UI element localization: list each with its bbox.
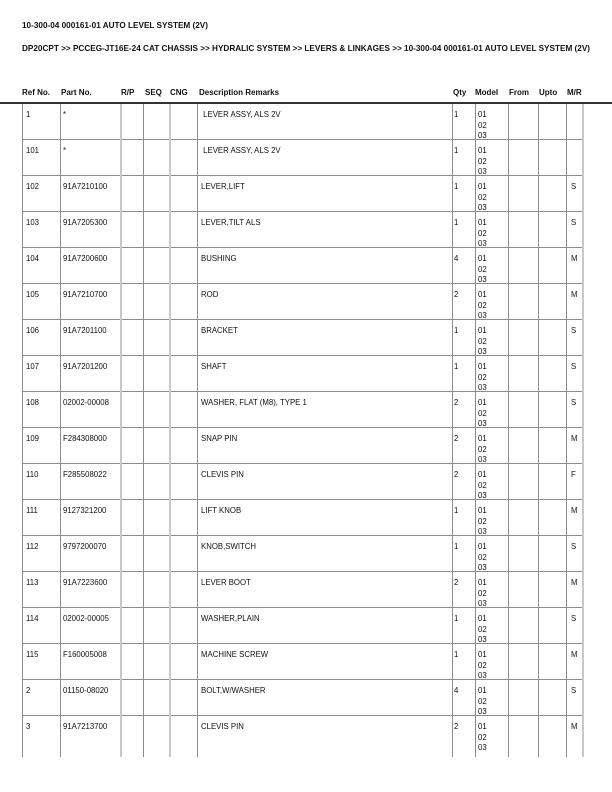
part-number-cell: F285508022	[63, 470, 107, 479]
model-code: 01	[478, 290, 487, 299]
model-code: 01	[478, 362, 487, 371]
description-cell: BUSHING	[201, 254, 237, 263]
model-code: 02	[478, 120, 487, 130]
mr-cell: S	[571, 218, 577, 227]
col-part-header: Part No.	[61, 88, 92, 97]
table-row	[22, 572, 583, 608]
model-code: 01	[478, 254, 487, 263]
description-cell: WASHER,PLAIN	[201, 614, 260, 623]
column-divider	[582, 104, 584, 757]
model-code: 01	[478, 542, 487, 551]
model-cell	[478, 572, 487, 607]
part-number-cell: 91A7213700	[63, 722, 108, 731]
table-row	[22, 500, 583, 536]
table-row	[22, 140, 583, 176]
mr-cell: S	[571, 398, 577, 407]
description-cell: KNOB,SWITCH	[201, 542, 257, 551]
model-code: 01	[478, 326, 487, 335]
model-code: 01	[478, 614, 487, 623]
model-code: 02	[478, 228, 487, 238]
model-code: 01	[478, 218, 487, 227]
mr-cell: S	[571, 326, 577, 335]
col-model-header: Model	[475, 88, 499, 97]
mr-cell: M	[571, 434, 578, 443]
ref-cell: 101	[26, 146, 40, 155]
mr-cell: S	[571, 686, 577, 695]
table-row	[22, 248, 583, 284]
model-cell	[478, 356, 487, 391]
ref-cell: 112	[26, 542, 39, 551]
column-divider	[538, 104, 539, 757]
model-code: 02	[478, 192, 487, 202]
table-row	[22, 464, 583, 500]
col-qty-header: Qty	[453, 88, 467, 97]
table-row	[22, 536, 583, 572]
qty-cell: 2	[454, 434, 459, 443]
column-divider	[508, 104, 509, 757]
table-row	[22, 104, 583, 140]
ref-cell: 3	[26, 722, 31, 731]
model-code: 01	[478, 686, 487, 695]
table-row	[22, 716, 583, 769]
column-divider	[452, 104, 453, 757]
model-code: 02	[478, 480, 487, 490]
mr-cell: M	[571, 254, 578, 263]
model-code: 02	[478, 444, 487, 454]
qty-cell: 1	[454, 362, 459, 371]
ref-cell: 113	[26, 578, 39, 587]
part-number-cell: 91A7223600	[63, 578, 108, 587]
model-code: 02	[478, 624, 487, 634]
model-cell	[478, 320, 487, 355]
model-code: 02	[478, 264, 487, 274]
ref-cell: 1	[26, 110, 31, 119]
col-rp-header: R/P	[121, 88, 135, 97]
qty-cell: 1	[454, 218, 459, 227]
model-code: 02	[478, 408, 487, 418]
col-desc-header: Description Remarks	[199, 88, 280, 97]
model-code: 03	[478, 563, 487, 572]
model-code: 03	[478, 707, 487, 716]
ref-cell: 115	[26, 650, 39, 659]
description-cell: BOLT,W/WASHER	[201, 686, 266, 695]
mr-cell: M	[571, 650, 578, 659]
ref-cell: 107	[26, 362, 40, 371]
part-number-cell: 01150-08020	[63, 686, 109, 695]
description-cell: ROD	[201, 290, 219, 299]
part-number-cell: 02002-00008	[63, 398, 109, 407]
model-cell	[478, 680, 487, 715]
col-from-header: From	[509, 88, 529, 97]
ref-cell: 103	[26, 218, 40, 227]
model-cell	[478, 500, 487, 535]
model-code: 02	[478, 372, 487, 382]
description-cell: LEVER BOOT	[201, 578, 251, 587]
description-cell: WASHER, FLAT (M8), TYPE 1	[201, 398, 307, 407]
part-number-cell: 91A7200600	[63, 254, 108, 263]
table-row	[22, 284, 583, 320]
mr-cell: M	[571, 578, 578, 587]
mr-cell: S	[571, 182, 577, 191]
part-number-cell: 9127321200	[63, 506, 107, 515]
model-cell	[478, 212, 487, 247]
model-code: 02	[478, 300, 487, 310]
column-divider	[120, 104, 122, 757]
model-cell	[478, 176, 487, 211]
mr-cell: M	[571, 290, 578, 299]
qty-cell: 1	[454, 542, 459, 551]
model-code: 01	[478, 146, 487, 155]
description-cell: CLEVIS PIN	[201, 470, 244, 479]
qty-cell: 1	[454, 146, 459, 155]
qty-cell: 2	[454, 722, 459, 731]
model-code: 01	[478, 650, 487, 659]
qty-cell: 2	[454, 398, 459, 407]
model-code: 02	[478, 660, 487, 670]
table-row	[22, 320, 583, 356]
part-number-cell: 91A7205300	[63, 218, 108, 227]
part-number-cell: F160005008	[63, 650, 107, 659]
part-number-cell: 02002-00005	[63, 614, 109, 623]
ref-cell: 106	[26, 326, 40, 335]
model-code: 03	[478, 275, 487, 284]
ref-cell: 2	[26, 686, 31, 695]
description-cell: LEVER,LIFT	[201, 182, 245, 191]
table-row	[22, 428, 583, 464]
qty-cell: 2	[454, 290, 459, 299]
qty-cell: 1	[454, 614, 459, 623]
model-code: 03	[478, 491, 487, 500]
model-cell	[478, 104, 487, 139]
table-row	[22, 644, 583, 680]
col-mr-header: M/R	[567, 88, 582, 97]
model-code: 02	[478, 336, 487, 346]
description-cell: SNAP PIN	[201, 434, 238, 443]
qty-cell: 1	[454, 506, 459, 515]
qty-cell: 2	[454, 470, 459, 479]
column-divider	[566, 104, 567, 757]
model-code: 03	[478, 743, 487, 752]
table-row	[22, 680, 583, 716]
description-cell: LEVER,TILT ALS	[201, 218, 261, 227]
mr-cell: S	[571, 614, 577, 623]
model-cell	[478, 428, 487, 463]
model-cell	[478, 392, 487, 427]
model-code: 01	[478, 398, 487, 407]
model-cell	[478, 608, 487, 643]
model-cell	[478, 284, 487, 319]
model-cell	[478, 140, 487, 175]
model-code: 02	[478, 516, 487, 526]
ref-cell: 110	[26, 470, 39, 479]
table-row	[22, 176, 583, 212]
model-code: 03	[478, 455, 487, 464]
model-code: 01	[478, 182, 487, 191]
model-code: 03	[478, 167, 487, 176]
model-cell	[478, 248, 487, 283]
column-divider	[60, 104, 61, 757]
part-number-cell: *	[63, 146, 67, 155]
ref-cell: 111	[26, 506, 38, 515]
page-title: 10-300-04 000161-01 AUTO LEVEL SYSTEM (2V)	[22, 21, 208, 30]
description-cell: BRACKET	[201, 326, 238, 335]
model-code: 02	[478, 732, 487, 742]
mr-cell: M	[571, 506, 578, 515]
model-code: 01	[478, 434, 487, 443]
mr-cell: S	[571, 542, 577, 551]
model-code: 03	[478, 239, 487, 248]
part-number-cell: F284308000	[63, 434, 107, 443]
model-code: 03	[478, 311, 487, 320]
col-upto-header: Upto	[539, 88, 558, 97]
ref-cell: 102	[26, 182, 40, 191]
model-cell	[478, 536, 487, 571]
qty-cell: 4	[454, 254, 459, 263]
model-code: 01	[478, 470, 487, 479]
breadcrumb: DP20CPT >> PCCEG-JT16E-24 CAT CHASSIS >> HYDRALIC SYSTEM >> LEVERS & LINKAGES >> 10-300-04 000161-01 AUTO LEVEL SYSTEM (2V)	[22, 44, 591, 53]
mr-cell: F	[571, 470, 576, 479]
model-code: 03	[478, 527, 487, 536]
table-row	[22, 212, 583, 248]
mr-cell: M	[571, 722, 578, 731]
description-cell: LEVER ASSY, ALS 2V	[201, 110, 281, 119]
column-divider	[22, 104, 23, 757]
ref-cell: 108	[26, 398, 40, 407]
description-cell: MACHINE SCREW	[201, 650, 269, 659]
description-cell: LIFT KNOB	[201, 506, 242, 515]
table-row	[22, 608, 583, 644]
column-divider	[197, 104, 198, 757]
part-number-cell: 9797200070	[63, 542, 107, 551]
model-cell	[478, 716, 487, 769]
qty-cell: 1	[454, 650, 459, 659]
qty-cell: 1	[454, 326, 459, 335]
model-code: 02	[478, 696, 487, 706]
qty-cell: 1	[454, 182, 459, 191]
part-number-cell: *	[63, 110, 67, 119]
model-code: 02	[478, 156, 487, 166]
col-seq-header: SEQ	[145, 88, 162, 97]
model-code: 03	[478, 131, 487, 140]
parts-table	[22, 104, 583, 769]
qty-cell: 1	[454, 110, 459, 119]
column-divider	[475, 104, 476, 757]
model-code: 01	[478, 578, 487, 587]
table-row	[22, 356, 583, 392]
model-code: 01	[478, 722, 487, 731]
part-number-cell: 91A7201200	[63, 362, 108, 371]
model-cell	[478, 644, 487, 679]
description-cell: LEVER ASSY, ALS 2V	[201, 146, 281, 155]
part-number-cell: 91A7210700	[63, 290, 108, 299]
qty-cell: 2	[454, 578, 459, 587]
qty-cell: 4	[454, 686, 459, 695]
col-ref-header: Ref No.	[22, 88, 50, 97]
model-code: 03	[478, 383, 487, 392]
part-number-cell: 91A7201100	[63, 326, 107, 335]
model-code: 03	[478, 419, 487, 428]
ref-cell: 104	[26, 254, 40, 263]
model-code: 03	[478, 635, 487, 644]
model-cell	[478, 464, 487, 499]
model-code: 03	[478, 599, 487, 608]
model-code: 02	[478, 552, 487, 562]
table-row	[22, 392, 583, 428]
model-code: 03	[478, 671, 487, 680]
model-code: 01	[478, 110, 487, 119]
ref-cell: 114	[26, 614, 39, 623]
model-code: 03	[478, 203, 487, 212]
description-cell: SHAFT	[201, 362, 227, 371]
description-cell: CLEVIS PIN	[201, 722, 244, 731]
model-code: 02	[478, 588, 487, 598]
model-code: 01	[478, 506, 487, 515]
model-code: 03	[478, 347, 487, 356]
column-divider	[143, 104, 144, 757]
part-number-cell: 91A7210100	[63, 182, 108, 191]
col-cng-header: CNG	[170, 88, 188, 97]
column-divider	[169, 104, 171, 757]
mr-cell: S	[571, 362, 577, 371]
ref-cell: 105	[26, 290, 40, 299]
ref-cell: 109	[26, 434, 40, 443]
